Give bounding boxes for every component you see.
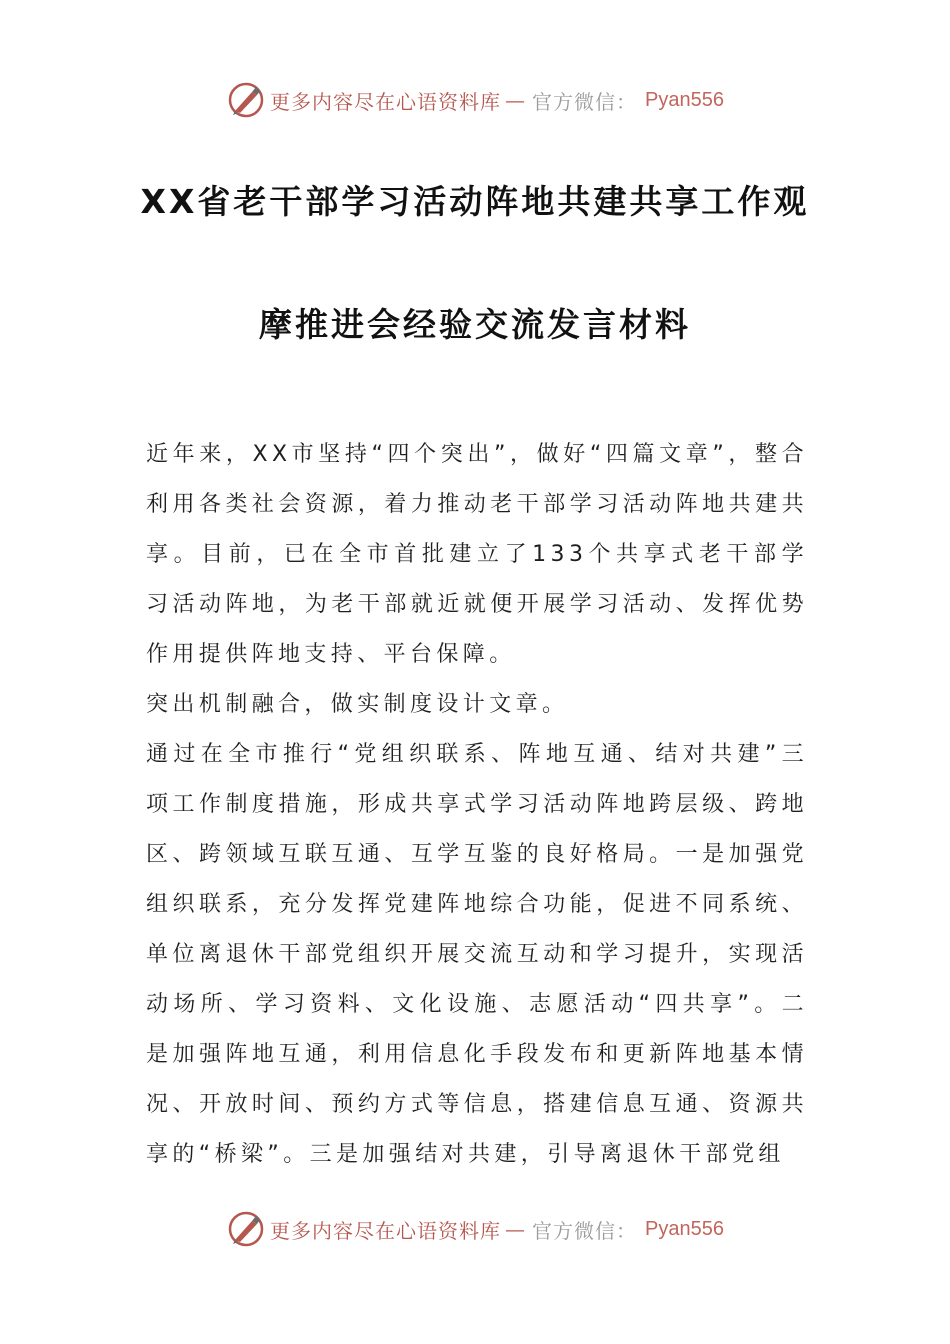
paragraph-intro: 近年来，XX市坚持“四个突出”，做好“四篇文章”，整合利用各类社会资源，着力推动老干部学习活动阵地共建共享。目前，已在全市首批建立了133个共享式老干部学习活动阵地，为老干部就近就便开展学习活动、发挥优势作用提供阵地支持、平台保障。 — [146, 442, 808, 667]
watermark-contact-label: 官方微信： — [532, 1218, 638, 1243]
document-body — [146, 430, 808, 1180]
watermark-contact-label: 官方微信： — [532, 89, 638, 114]
watermark-contact-id: Pyan556 — [645, 1217, 724, 1240]
watermark-site-text: 更多内容尽在心语资料库 — [270, 89, 502, 114]
document-title-line-2: 摩推进会经验交流发言材料 — [259, 305, 691, 344]
header-watermark — [0, 78, 950, 122]
pen-logo-icon — [226, 80, 266, 120]
pen-logo-icon — [226, 1209, 266, 1249]
watermark-separator: — — [505, 88, 527, 112]
paragraph-detail: 通过在全市推行“党组织联系、阵地互通、结对共建”三项工作制度措施，形成共享式学习活动阵地跨层级、跨地区、跨领域互联互通、互学互鉴的良好格局。一是加强党组织联系，充分发挥党建阵地综合功能，促进不同系统、单位离退休干部党组织开展交流互动和学习提升，实现活动场所、学习资料、文化设施、志愿活动“四共享”。二是加强阵地互通，利用信息化手段发布和更新阵地基本情况、开放时间、预约方式等信息，搭建信息互通、资源共享的“桥梁”。三是加强结对共建，引导离退休干部党组 — [146, 742, 808, 1167]
document-title-line-1: XX省老干部学习活动阵地共建共享工作观 — [140, 182, 810, 221]
watermark-site-text: 更多内容尽在心语资料库 — [270, 1218, 502, 1243]
watermark-contact-id: Pyan556 — [645, 88, 724, 111]
watermark-separator: — — [505, 1217, 527, 1241]
paragraph-heading: 突出机制融合，做实制度设计文章。 — [146, 692, 569, 717]
footer-watermark — [0, 1207, 950, 1251]
